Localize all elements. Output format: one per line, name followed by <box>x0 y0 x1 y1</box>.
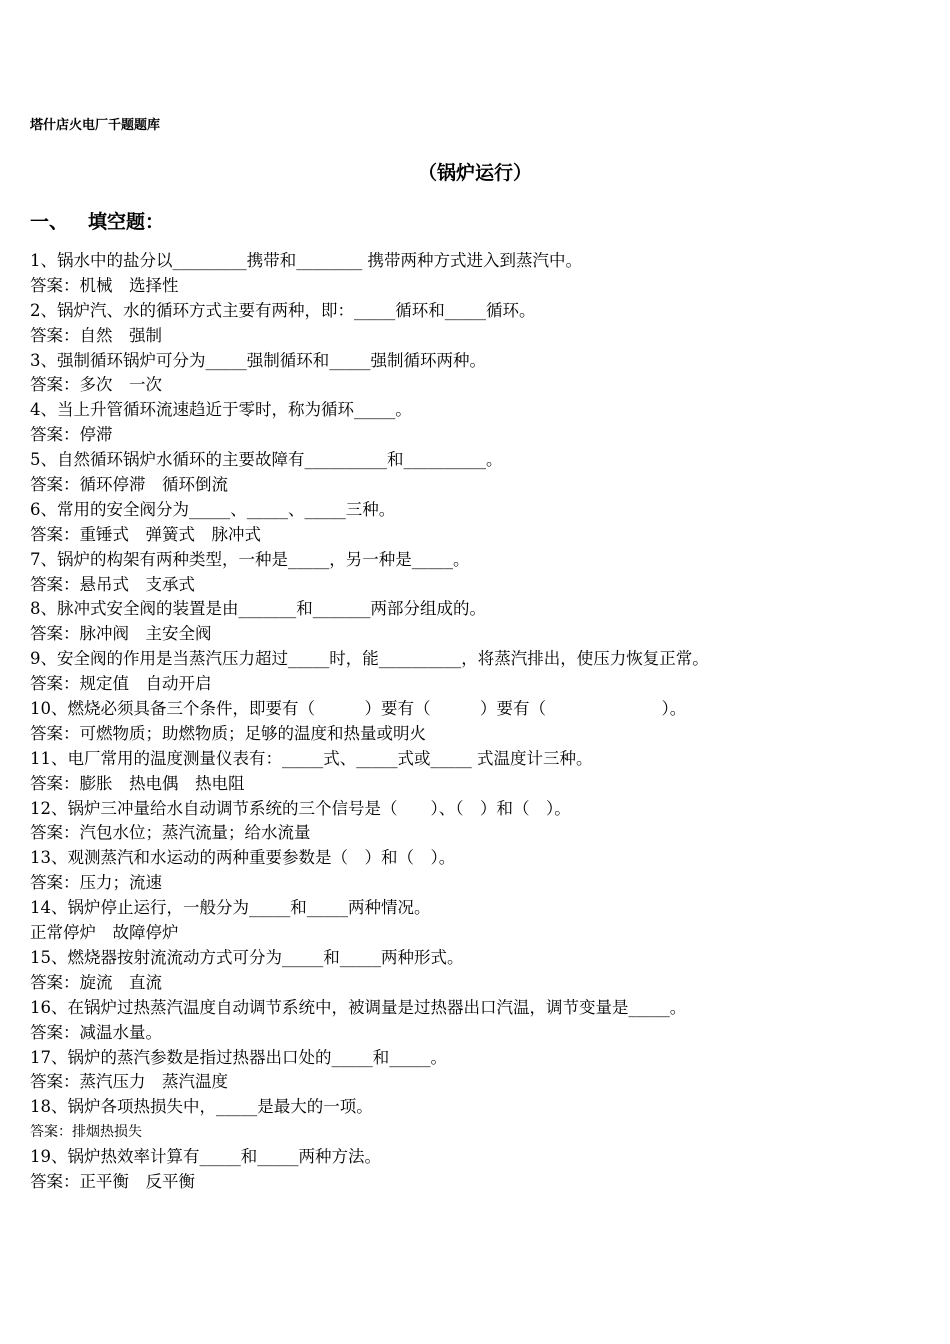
question-line: 17、锅炉的蒸汽参数是指过热器出口处的_____和_____。 <box>30 1047 447 1067</box>
answer-line: 答案：停滞 <box>30 425 113 445</box>
answer-line: 答案：压力；流速 <box>30 873 162 893</box>
question-line: 16、在锅炉过热蒸汽温度自动调节系统中，被调量是过热器出口汽温，调节变量是_____。 <box>30 997 687 1017</box>
answer-line: 答案：可燃物质；助燃物质；足够的温度和热量或明火 <box>30 723 426 743</box>
question-line: 7、锅炉的构架有两种类型，一种是_____，另一种是_____。 <box>30 549 470 569</box>
answer-line: 答案：循环停滞 循环倒流 <box>30 475 228 495</box>
header-title: 塔什店火电厂千题题库 <box>30 118 161 133</box>
question-line: 15、燃烧器按射流流动方式可分为_____和_____两种形式。 <box>30 947 464 967</box>
document-title-text: （锅炉运行） <box>417 162 532 184</box>
answer-line: 答案：旋流 直流 <box>30 972 162 992</box>
answer-line: 答案：膨胀 热电偶 热电阻 <box>30 773 245 793</box>
question-line: 13、观测蒸汽和水运动的两种重要参数是（ ）和（ ）。 <box>30 848 456 868</box>
question-line: 6、常用的安全阀分为_____、_____、_____三种。 <box>30 499 396 519</box>
question-line: 10、燃烧必须具备三个条件，即要有（ ）要有（ ）要有（ ）。 <box>30 699 687 719</box>
question-line: 3、强制循环锅炉可分为_____强制循环和_____强制循环两种。 <box>30 350 486 370</box>
answer-line: 答案：蒸汽压力 蒸汽温度 <box>30 1072 228 1092</box>
question-answer-list <box>30 249 930 1195</box>
answer-line: 答案：正平衡 反平衡 <box>30 1171 195 1191</box>
question-line: 4、当上升管循环流速趋近于零时，称为循环_____。 <box>30 400 412 420</box>
section-title: 填空题： <box>88 211 165 233</box>
answer-line: 答案：多次 一次 <box>30 375 162 395</box>
question-line: 1、锅水中的盐分以_________携带和________ 携带两种方式进入到蒸汽中。 <box>30 251 582 270</box>
answer-line: 答案：机械 选择性 <box>30 275 179 295</box>
answer-line: 答案：排烟热损失 <box>30 1124 142 1141</box>
question-line: 2、锅炉汽、水的循环方式主要有两种，即：_____循环和_____循环。 <box>30 300 536 320</box>
question-line: 12、锅炉三冲量给水自动调节系统的三个信号是（ ）、（ ）和（ ）。 <box>30 798 571 818</box>
document-title <box>0 158 950 185</box>
answer-line: 答案：自然 强制 <box>30 325 162 345</box>
answer-line: 答案：汽包水位；蒸汽流量；给水流量 <box>30 823 311 843</box>
answer-line: 答案：规定值 自动开启 <box>30 674 212 694</box>
answer-line: 答案：减温水量。 <box>30 1022 162 1042</box>
question-line: 14、锅炉停止运行，一般分为_____和_____两种情况。 <box>30 898 431 918</box>
section-heading <box>30 207 164 234</box>
question-line: 5、自然循环锅炉水循环的主要故障有__________和__________。 <box>30 450 503 470</box>
question-line: 19、锅炉热效率计算有_____和_____两种方法。 <box>30 1147 381 1167</box>
answer-line: 答案：脉冲阀 主安全阀 <box>30 624 212 644</box>
section-number: 一、 <box>30 211 69 233</box>
question-line: 8、脉冲式安全阀的装置是由_______和_______两部分组成的。 <box>30 599 486 619</box>
answer-line: 答案：悬吊式 支承式 <box>30 574 195 594</box>
question-line: 正常停炉 故障停炉 <box>30 923 179 943</box>
question-line: 11、电厂常用的温度测量仪表有：_____式、_____式或_____ 式温度计三种。 <box>30 748 593 768</box>
answer-line: 答案：重锤式 弹簧式 脉冲式 <box>30 524 261 544</box>
question-line: 18、锅炉各项热损失中，_____是最大的一项。 <box>30 1097 373 1117</box>
question-line: 9、安全阀的作用是当蒸汽压力超过_____时，能__________，将蒸汽排出，使压力恢复正常。 <box>30 649 709 669</box>
